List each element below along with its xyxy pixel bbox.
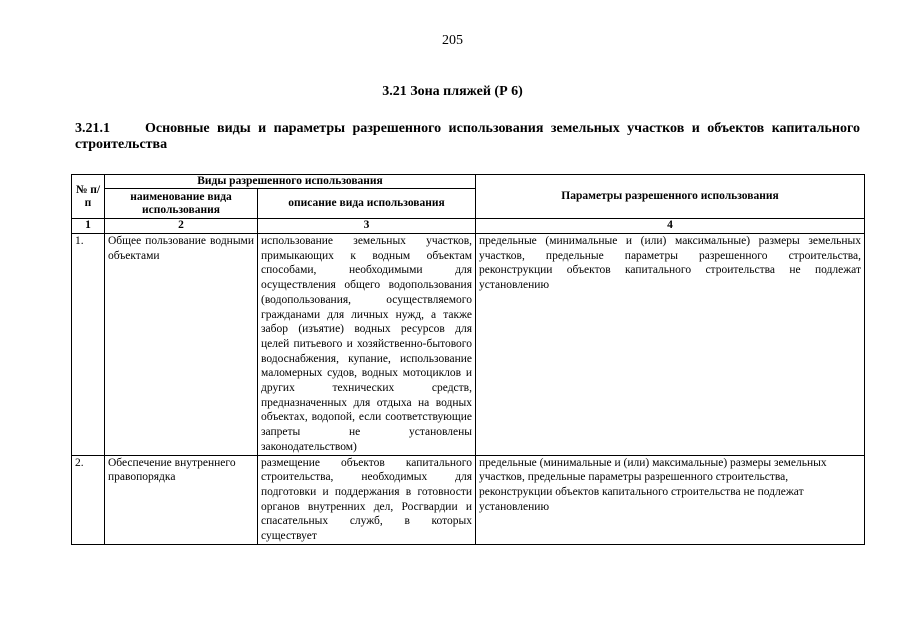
row-num: 2.: [72, 455, 105, 544]
section-number: 3.21.1: [75, 121, 110, 136]
page-number: 205: [442, 33, 463, 48]
zone-title: 3.21 Зона пляжей (Р 6): [382, 84, 523, 99]
header-row-top: [72, 175, 865, 189]
section-heading: [75, 121, 860, 153]
column-number: 2: [105, 219, 258, 234]
header-name: наименование вида использования: [105, 189, 258, 219]
row-params: предельные (минимальные и (или) максимальные) размеры земельных участков, предельные параметры разрешенного строительства, реконструкции объектов капитального строительства не подлежат установлению: [476, 455, 865, 544]
header-description: описание вида использования: [258, 189, 476, 219]
table-row: [72, 234, 865, 456]
section-title: Основные виды и параметры разрешенного использования земельных участков и объектов капитального строительства: [75, 121, 860, 152]
column-number: 3: [258, 219, 476, 234]
row-name: Обеспечение внутреннего правопорядка: [105, 455, 258, 544]
row-num: 1.: [72, 234, 105, 456]
row-params: предельные (минимальные и (или) максимальные) размеры земельных участков, предельные параметры разрешенного строительства, реконструкции объектов капитального строительства не подлежат установлению: [476, 234, 865, 456]
column-number-row: [72, 219, 865, 234]
table-row: [72, 455, 865, 544]
header-params: Параметры разрешенного использования: [476, 175, 865, 219]
column-number: 4: [476, 219, 865, 234]
row-name: Общее пользование водными объектами: [105, 234, 258, 456]
row-description: размещение объектов капитального строительства, необходимых для подготовки и поддержания в готовности органов внутренних дел, Росгвардии и спасательных служб, в которых существует: [258, 455, 476, 544]
column-number: 1: [72, 219, 105, 234]
row-description: использование земельных участков, примыкающих к водным объектам способами, необходимыми для осуществления общего водопользования (водопользования, осуществляемого гражданами для личных нужд, а также забор (изъятие) водных ресурсов для целей питьевого и хозяйственно-бытового водоснабжения, купание, использование маломерных судов, водных мотоциклов и других технических средств, предназначенных для отдыха на водных объектах, водопой, если соответствующие запреты не установлены законодательством): [258, 234, 476, 456]
header-num: № п/п: [72, 175, 105, 219]
header-group: Виды разрешенного использования: [105, 175, 476, 189]
parameters-table: [71, 174, 865, 545]
